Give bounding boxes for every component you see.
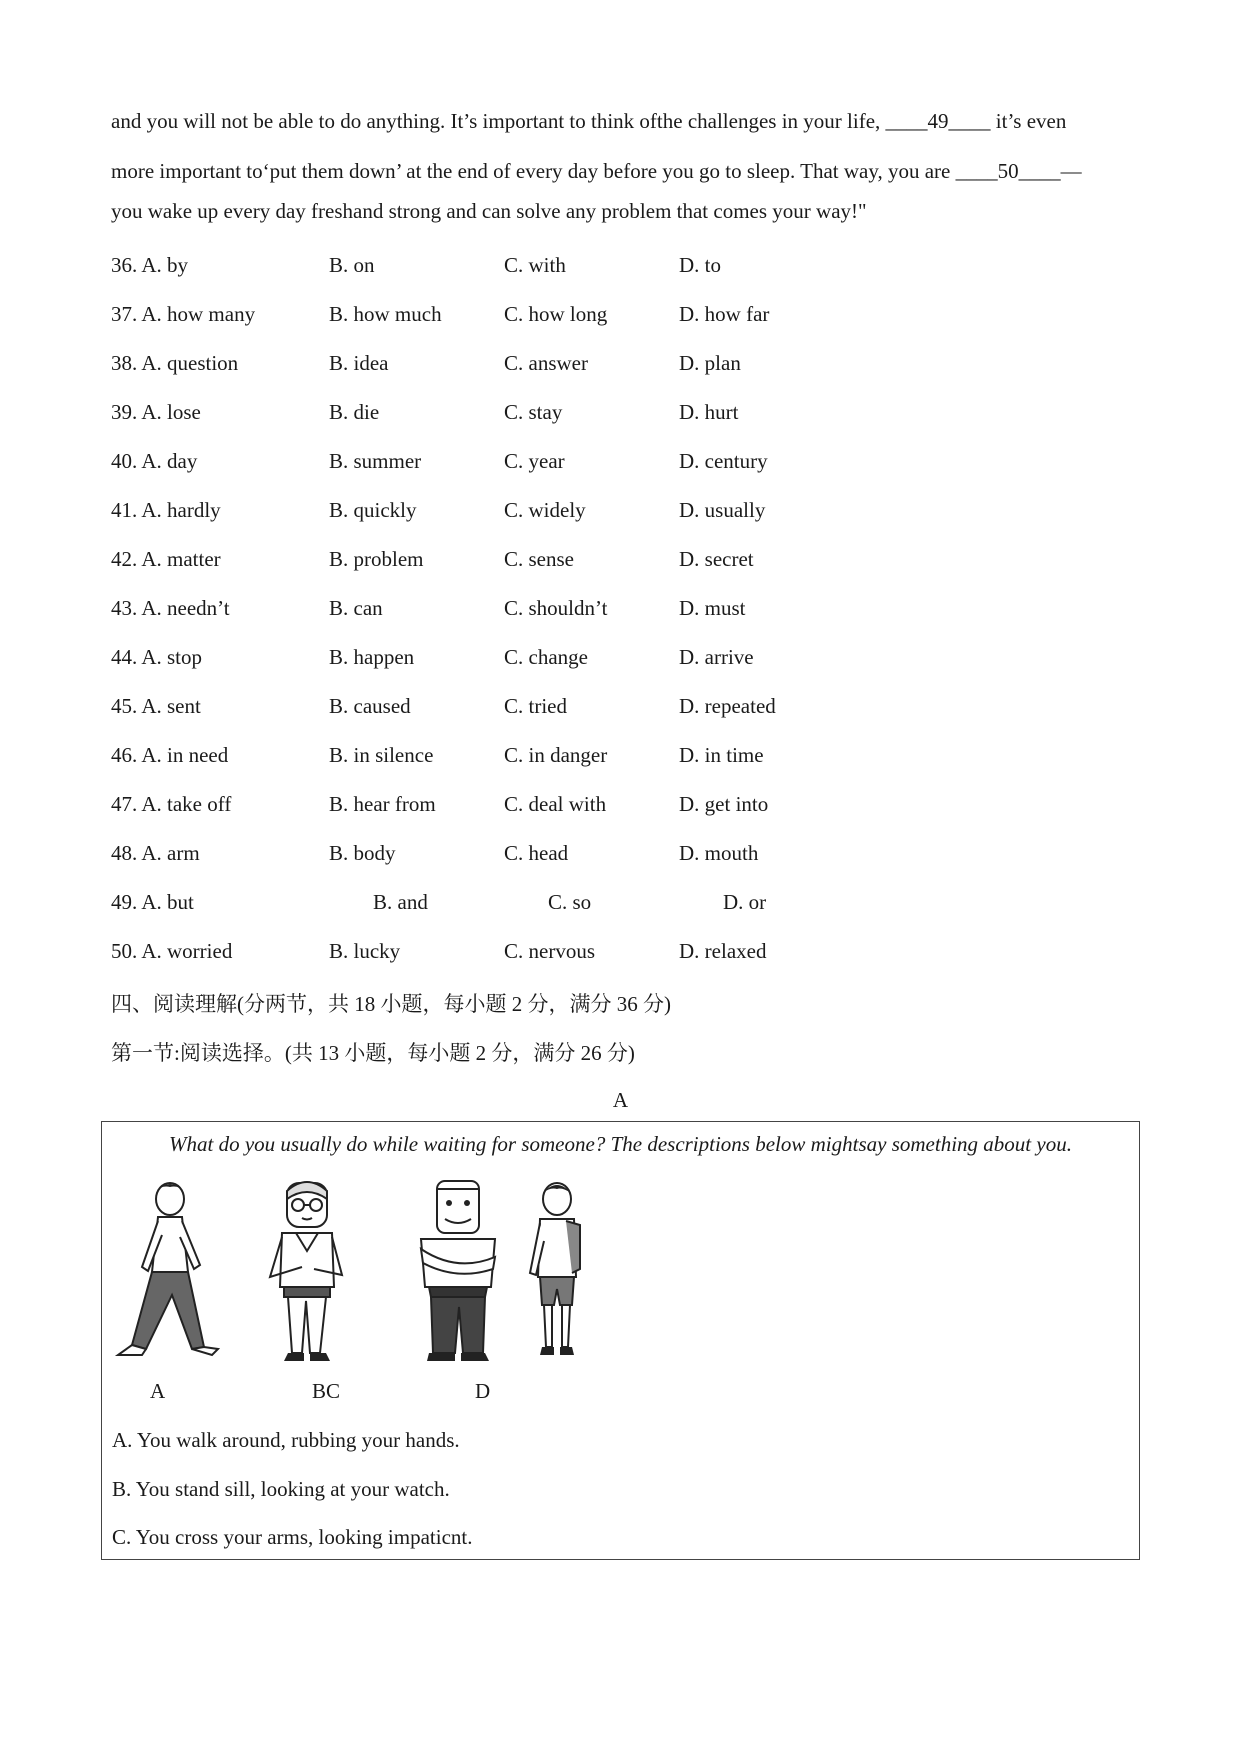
option-a: A. matter xyxy=(141,547,221,571)
passage-text: — xyxy=(1060,159,1082,183)
option-c: C. stay xyxy=(504,400,563,424)
question-number: 40. xyxy=(111,449,138,473)
option-c: C. how long xyxy=(504,302,608,326)
blank-49: ____49____ xyxy=(885,109,991,133)
option-b: B. quickly xyxy=(329,498,417,522)
option-b: B. body xyxy=(329,841,396,865)
option-d: D. in time xyxy=(679,743,764,767)
option-a: A. worried xyxy=(141,939,233,963)
section-4-title: 四、阅读理解(分两节，共 18 小题，每小题 2 分，满分 36 分) xyxy=(111,992,671,1016)
option-b: B. hear from xyxy=(329,792,436,816)
question-number: 45. xyxy=(111,694,138,718)
passage-paragraph xyxy=(111,96,1131,226)
boy-figure xyxy=(522,1177,592,1367)
question-number: 41. xyxy=(111,498,138,522)
option-b: B. die xyxy=(329,400,380,424)
description-b: B. You stand sill, looking at your watch. xyxy=(112,1477,450,1501)
question-number: 37. xyxy=(111,302,138,326)
option-d: D. usually xyxy=(679,498,766,522)
option-d: D. repeated xyxy=(679,694,776,718)
option-b: B. happen xyxy=(329,645,415,669)
option-d: D. hurt xyxy=(679,400,739,424)
option-b: B. problem xyxy=(329,547,424,571)
figure-label-d: D xyxy=(475,1379,491,1403)
question-number: 43. xyxy=(111,596,138,620)
option-d: D. secret xyxy=(679,547,754,571)
question-number: 44. xyxy=(111,645,138,669)
reading-box xyxy=(101,1121,1140,1560)
passage-text: and you will not be able to do anything. It’s important to think ofthe challenges in your life, xyxy=(111,109,881,133)
option-b: B. lucky xyxy=(329,939,401,963)
option-d: D. plan xyxy=(679,351,741,375)
option-a: A. in need xyxy=(141,743,229,767)
option-a: A. take off xyxy=(141,792,232,816)
question-number: 42. xyxy=(111,547,138,571)
option-c: C. change xyxy=(504,645,588,669)
option-a: A. how many xyxy=(141,302,256,326)
option-d: D. relaxed xyxy=(679,939,767,963)
option-c: C. with xyxy=(504,253,566,277)
description-a: A. You walk around, rubbing your hands. xyxy=(112,1428,460,1452)
passage-line-3: you wake up every day freshand strong and can solve any problem that comes your way!" xyxy=(111,199,867,223)
option-c: C. head xyxy=(504,841,569,865)
option-c: C. nervous xyxy=(504,939,595,963)
question-number: 48. xyxy=(111,841,138,865)
option-a: A. sent xyxy=(141,694,201,718)
option-a: A. but xyxy=(141,890,194,914)
option-c: C. year xyxy=(504,449,565,473)
option-a: A. day xyxy=(141,449,198,473)
passage-a-label: A xyxy=(612,1088,629,1112)
option-c: C. in danger xyxy=(504,743,608,767)
passage-text: it’s even xyxy=(995,109,1067,133)
option-a: A. stop xyxy=(141,645,203,669)
option-c: C. so xyxy=(548,890,592,914)
crossed-arms-man-figure xyxy=(407,1177,507,1367)
option-a: A. lose xyxy=(141,400,201,424)
question-number: 46. xyxy=(111,743,138,767)
option-d: D. mouth xyxy=(679,841,759,865)
option-b: B. caused xyxy=(329,694,411,718)
question-number: 36. xyxy=(111,253,138,277)
option-c: C. tried xyxy=(504,694,567,718)
option-d: D. or xyxy=(723,890,767,914)
walking-man-figure xyxy=(112,1177,222,1367)
option-d: D. must xyxy=(679,596,746,620)
option-d: D. get into xyxy=(679,792,769,816)
question-number: 50. xyxy=(111,939,138,963)
option-c: C. sense xyxy=(504,547,574,571)
option-d: D. arrive xyxy=(679,645,754,669)
option-a: A. arm xyxy=(141,841,200,865)
blank-50: ____50____ xyxy=(955,159,1061,183)
option-b: B. how much xyxy=(329,302,442,326)
option-b: B. in silence xyxy=(329,743,434,767)
option-d: D. to xyxy=(679,253,721,277)
question-number: 39. xyxy=(111,400,138,424)
option-a: A. by xyxy=(141,253,189,277)
box-intro: What do you usually do while waiting for someone? The descriptions below mightsay something about you. xyxy=(169,1132,1072,1156)
section-4-part-1-title: 第一节:阅读选择。(共 13 小题，每小题 2 分，满分 26 分) xyxy=(111,1041,635,1065)
question-number: 38. xyxy=(111,351,138,375)
glasses-man-figure xyxy=(262,1177,352,1367)
option-c: C. answer xyxy=(504,351,588,375)
option-b: B. idea xyxy=(329,351,389,375)
option-a: A. needn’t xyxy=(141,596,230,620)
option-b: B. and xyxy=(373,890,428,914)
option-a: A. hardly xyxy=(141,498,221,522)
option-b: B. can xyxy=(329,596,383,620)
passage-line-1 xyxy=(111,96,1131,146)
option-c: C. deal with xyxy=(504,792,607,816)
question-number: 49. xyxy=(111,890,138,914)
question-number: 47. xyxy=(111,792,138,816)
option-d: D. how far xyxy=(679,302,770,326)
option-c: C. widely xyxy=(504,498,586,522)
description-c: C. You cross your arms, looking impaticnt. xyxy=(112,1525,473,1549)
option-a: A. question xyxy=(141,351,239,375)
passage-line-2 xyxy=(111,146,1131,196)
passage-text: more important to‘put them down’ at the end of every day before you go to sleep. That way, you are xyxy=(111,159,951,183)
option-d: D. century xyxy=(679,449,768,473)
option-b: B. on xyxy=(329,253,375,277)
option-b: B. summer xyxy=(329,449,422,473)
figure-label-a: A xyxy=(150,1379,166,1403)
option-c: C. shouldn’t xyxy=(504,596,608,620)
figure-label-bc: BC xyxy=(312,1379,341,1403)
